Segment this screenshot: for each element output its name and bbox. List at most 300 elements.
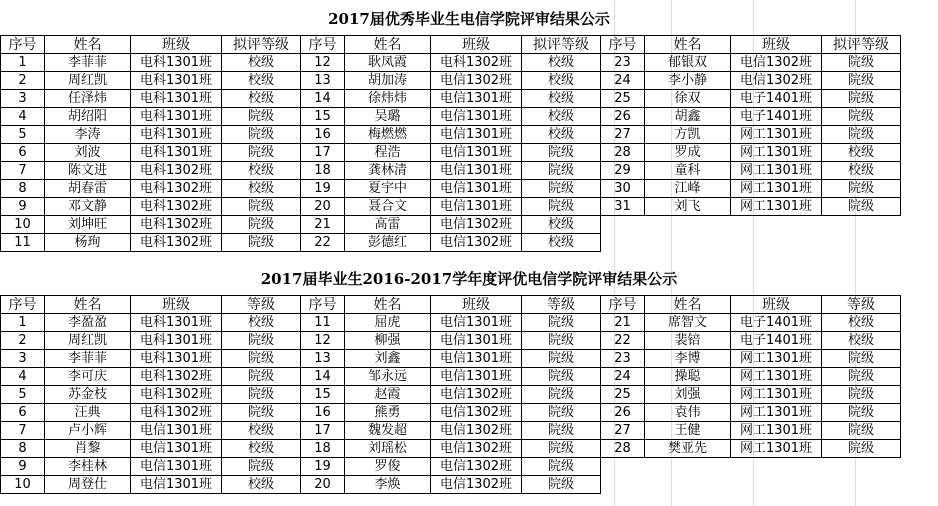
cell-name: 方凯 — [645, 126, 731, 144]
cell-index: 11 — [1, 234, 45, 252]
cell-grade: 院级 — [522, 180, 601, 198]
cell-index: 31 — [601, 198, 645, 216]
cell-name: 耿凤霞 — [345, 54, 431, 72]
cell-grade: 院级 — [222, 126, 301, 144]
cell-class: 电信1301班 — [131, 458, 222, 476]
cell-index: 4 — [1, 368, 45, 386]
cell-name: 胡鑫 — [645, 108, 731, 126]
cell-grade: 院级 — [822, 180, 901, 198]
cell-name: 邹永远 — [345, 368, 431, 386]
cell-class: 电科1301班 — [131, 108, 222, 126]
cell-grade: 校级 — [222, 422, 301, 440]
cell-index: 7 — [1, 422, 45, 440]
cell-class: 电信1302班 — [731, 54, 822, 72]
cell-class: 网工1301班 — [731, 198, 822, 216]
cell-class: 电子1401班 — [731, 314, 822, 332]
cell-index: 8 — [1, 440, 45, 458]
cell-index: 17 — [301, 144, 345, 162]
cell-index — [601, 458, 645, 476]
cell-grade: 校级 — [222, 54, 301, 72]
cell-index: 18 — [301, 440, 345, 458]
cell-name: 刘波 — [45, 144, 131, 162]
table-row — [1, 368, 901, 386]
cell-index: 25 — [601, 386, 645, 404]
cell-class: 网工1301班 — [731, 440, 822, 458]
cell-name: 邓文静 — [45, 198, 131, 216]
cell-class: 电信1301班 — [131, 440, 222, 458]
cell-index: 26 — [601, 108, 645, 126]
cell-grade: 校级 — [522, 90, 601, 108]
cell-index: 25 — [601, 90, 645, 108]
cell-grade: 院级 — [822, 90, 901, 108]
cell-class: 网工1301班 — [731, 162, 822, 180]
cell-name: 夏宇中 — [345, 180, 431, 198]
cell-grade: 院级 — [222, 144, 301, 162]
table-row — [1, 198, 901, 216]
cell-index: 20 — [301, 476, 345, 494]
cell-class: 电信1301班 — [431, 332, 522, 350]
cell-name: 胡春雷 — [45, 180, 131, 198]
cell-index: 19 — [301, 458, 345, 476]
cell-index: 26 — [601, 404, 645, 422]
cell-class: 电信1301班 — [431, 108, 522, 126]
column-header-name: 姓名 — [45, 36, 131, 54]
cell-grade: 院级 — [822, 386, 901, 404]
column-header-index: 序号 — [301, 36, 345, 54]
cell-grade: 校级 — [522, 108, 601, 126]
cell-index: 14 — [301, 368, 345, 386]
table-row — [1, 458, 901, 476]
cell-name: 刘飞 — [645, 198, 731, 216]
column-header-grade: 拟评等级 — [522, 36, 601, 54]
cell-grade: 校级 — [222, 476, 301, 494]
cell-class: 电信1302班 — [431, 404, 522, 422]
cell-class: 电信1301班 — [431, 126, 522, 144]
cell-index: 5 — [1, 386, 45, 404]
column-header-class: 班级 — [131, 296, 222, 314]
cell-grade: 校级 — [822, 314, 901, 332]
section2-title: 2017届毕业生2016-2017学年度评优电信学院评审结果公示 — [260, 270, 678, 288]
column-header-grade: 拟评等级 — [222, 36, 301, 54]
cell-class: 电信1301班 — [131, 476, 222, 494]
cell-grade: 校级 — [822, 162, 901, 180]
cell-class: 电信1302班 — [431, 440, 522, 458]
cell-name: 刘瑶松 — [345, 440, 431, 458]
column-header-class: 班级 — [131, 36, 222, 54]
cell-class: 网工1301班 — [731, 386, 822, 404]
cell-grade: 院级 — [522, 422, 601, 440]
table-row — [1, 180, 901, 198]
column-header-index: 序号 — [1, 296, 45, 314]
cell-class — [731, 234, 822, 252]
cell-index: 5 — [1, 126, 45, 144]
cell-index: 4 — [1, 108, 45, 126]
cell-index: 21 — [301, 216, 345, 234]
cell-grade: 院级 — [822, 126, 901, 144]
cell-grade: 校级 — [522, 126, 601, 144]
cell-class: 电信1301班 — [431, 350, 522, 368]
cell-index: 9 — [1, 458, 45, 476]
cell-class: 电科1302班 — [131, 198, 222, 216]
cell-index: 8 — [1, 180, 45, 198]
cell-index: 13 — [301, 350, 345, 368]
cell-index: 9 — [1, 198, 45, 216]
cell-class: 电科1301班 — [131, 332, 222, 350]
cell-grade: 院级 — [522, 440, 601, 458]
cell-class: 电信1301班 — [431, 180, 522, 198]
cell-index: 30 — [601, 180, 645, 198]
cell-class: 电信1302班 — [431, 476, 522, 494]
cell-grade: 院级 — [222, 386, 301, 404]
cell-grade: 校级 — [222, 162, 301, 180]
cell-grade: 院级 — [222, 404, 301, 422]
section1-header-row — [1, 36, 901, 54]
cell-name: 徐双 — [645, 90, 731, 108]
table-row — [1, 54, 901, 72]
column-header-index: 序号 — [1, 36, 45, 54]
cell-index: 27 — [601, 422, 645, 440]
cell-class: 电科1302班 — [131, 386, 222, 404]
cell-class: 电科1301班 — [131, 54, 222, 72]
column-header-grade: 拟评等级 — [822, 36, 901, 54]
table-row — [1, 72, 901, 90]
cell-name: 彭德红 — [345, 234, 431, 252]
cell-grade: 院级 — [522, 144, 601, 162]
cell-index: 16 — [301, 404, 345, 422]
table-row — [1, 332, 901, 350]
cell-class — [731, 476, 822, 494]
cell-grade: 校级 — [222, 72, 301, 90]
cell-index: 28 — [601, 440, 645, 458]
cell-grade: 院级 — [822, 350, 901, 368]
cell-name: 周登仕 — [45, 476, 131, 494]
cell-class: 电子1401班 — [731, 108, 822, 126]
column-header-class: 班级 — [731, 36, 822, 54]
cell-grade: 院级 — [522, 404, 601, 422]
cell-index: 3 — [1, 90, 45, 108]
cell-class: 电信1302班 — [431, 72, 522, 90]
cell-class: 电信1301班 — [431, 368, 522, 386]
column-header-class: 班级 — [431, 296, 522, 314]
cell-name — [645, 234, 731, 252]
column-header-name: 姓名 — [345, 296, 431, 314]
cell-name: 聂合文 — [345, 198, 431, 216]
cell-class: 电科1301班 — [131, 314, 222, 332]
cell-class: 电信1301班 — [431, 144, 522, 162]
cell-name: 李涛 — [45, 126, 131, 144]
cell-index: 20 — [301, 198, 345, 216]
cell-index: 19 — [301, 180, 345, 198]
cell-grade: 校级 — [222, 440, 301, 458]
cell-index: 13 — [301, 72, 345, 90]
cell-class: 网工1301班 — [731, 368, 822, 386]
cell-class: 电信1301班 — [431, 90, 522, 108]
table-row — [1, 144, 901, 162]
column-header-index: 序号 — [601, 296, 645, 314]
section2-header-row — [1, 296, 901, 314]
column-header-class: 班级 — [731, 296, 822, 314]
cell-name: 任泽炜 — [45, 90, 131, 108]
section1-table — [0, 35, 901, 252]
table-row — [1, 108, 901, 126]
cell-name — [645, 216, 731, 234]
cell-name: 袁伟 — [645, 404, 731, 422]
cell-name: 李盈盈 — [45, 314, 131, 332]
cell-name: 苏金枝 — [45, 386, 131, 404]
cell-name: 席智文 — [645, 314, 731, 332]
cell-grade: 校级 — [222, 90, 301, 108]
cell-grade: 院级 — [222, 350, 301, 368]
cell-class: 电科1301班 — [131, 90, 222, 108]
cell-grade: 院级 — [222, 198, 301, 216]
cell-index: 2 — [1, 72, 45, 90]
cell-class: 电信1302班 — [431, 422, 522, 440]
cell-index: 22 — [601, 332, 645, 350]
cell-index: 7 — [1, 162, 45, 180]
cell-name: 李可庆 — [45, 368, 131, 386]
cell-name: 吴璐 — [345, 108, 431, 126]
table-row — [1, 440, 901, 458]
cell-grade: 院级 — [522, 476, 601, 494]
cell-index — [601, 216, 645, 234]
table-row — [1, 162, 901, 180]
cell-grade: 院级 — [822, 198, 901, 216]
cell-name: 江峰 — [645, 180, 731, 198]
cell-grade — [822, 216, 901, 234]
cell-class: 电科1302班 — [131, 234, 222, 252]
column-header-name: 姓名 — [645, 296, 731, 314]
cell-name: 程浩 — [345, 144, 431, 162]
cell-name: 高雷 — [345, 216, 431, 234]
cell-name: 梅燃燃 — [345, 126, 431, 144]
column-header-name: 姓名 — [645, 36, 731, 54]
cell-class: 电信1302班 — [431, 234, 522, 252]
cell-name: 刘鑫 — [345, 350, 431, 368]
cell-class: 电子1401班 — [731, 90, 822, 108]
table-row — [1, 90, 901, 108]
cell-grade: 院级 — [822, 54, 901, 72]
cell-grade: 院级 — [522, 198, 601, 216]
cell-index: 18 — [301, 162, 345, 180]
cell-class: 电信1301班 — [431, 198, 522, 216]
cell-grade: 院级 — [522, 350, 601, 368]
cell-class: 电科1302班 — [131, 216, 222, 234]
cell-name: 柳强 — [345, 332, 431, 350]
section2-table — [0, 295, 901, 494]
cell-index: 28 — [601, 144, 645, 162]
cell-grade: 院级 — [822, 404, 901, 422]
column-header-class: 班级 — [431, 36, 522, 54]
cell-name: 周红凯 — [45, 72, 131, 90]
cell-name: 李小静 — [645, 72, 731, 90]
cell-name: 裴锫 — [645, 332, 731, 350]
cell-index: 24 — [601, 368, 645, 386]
cell-index: 3 — [1, 350, 45, 368]
cell-name — [645, 458, 731, 476]
table-row — [1, 386, 901, 404]
cell-grade: 院级 — [522, 314, 601, 332]
cell-name: 屈虎 — [345, 314, 431, 332]
cell-name: 熊勇 — [345, 404, 431, 422]
cell-index: 15 — [301, 108, 345, 126]
cell-index: 23 — [601, 350, 645, 368]
cell-name: 樊亚先 — [645, 440, 731, 458]
cell-class: 网工1301班 — [731, 144, 822, 162]
column-header-grade: 等级 — [822, 296, 901, 314]
cell-grade — [822, 234, 901, 252]
column-header-grade: 等级 — [222, 296, 301, 314]
cell-grade: 院级 — [822, 440, 901, 458]
cell-grade — [822, 458, 901, 476]
table-row — [1, 234, 901, 252]
cell-name: 童科 — [645, 162, 731, 180]
cell-grade: 院级 — [522, 368, 601, 386]
cell-class: 网工1301班 — [731, 404, 822, 422]
cell-class: 网工1301班 — [731, 422, 822, 440]
cell-grade: 院级 — [222, 332, 301, 350]
cell-class: 电科1301班 — [131, 72, 222, 90]
cell-name: 郁银双 — [645, 54, 731, 72]
cell-grade: 校级 — [522, 234, 601, 252]
cell-index: 15 — [301, 386, 345, 404]
cell-index: 14 — [301, 90, 345, 108]
cell-index: 29 — [601, 162, 645, 180]
cell-grade: 院级 — [522, 458, 601, 476]
column-header-name: 姓名 — [345, 36, 431, 54]
cell-index: 12 — [301, 54, 345, 72]
cell-index: 10 — [1, 216, 45, 234]
cell-index: 16 — [301, 126, 345, 144]
cell-grade: 院级 — [222, 458, 301, 476]
cell-name: 陈文进 — [45, 162, 131, 180]
column-header-name: 姓名 — [45, 296, 131, 314]
cell-name: 胡绍阳 — [45, 108, 131, 126]
cell-name: 徐炜炜 — [345, 90, 431, 108]
cell-name: 李博 — [645, 350, 731, 368]
cell-name — [645, 476, 731, 494]
cell-class: 电子1401班 — [731, 332, 822, 350]
column-header-index: 序号 — [301, 296, 345, 314]
cell-index: 23 — [601, 54, 645, 72]
cell-class: 电科1301班 — [131, 126, 222, 144]
cell-class: 网工1301班 — [731, 126, 822, 144]
cell-class: 电信1301班 — [431, 162, 522, 180]
cell-grade: 院级 — [222, 108, 301, 126]
cell-class: 电科1302班 — [131, 180, 222, 198]
table-row — [1, 476, 901, 494]
cell-grade: 校级 — [522, 216, 601, 234]
cell-grade: 院级 — [522, 386, 601, 404]
cell-grade: 校级 — [822, 332, 901, 350]
cell-grade: 院级 — [822, 108, 901, 126]
cell-class — [731, 458, 822, 476]
cell-name: 汪典 — [45, 404, 131, 422]
cell-class — [731, 216, 822, 234]
cell-name: 杨珣 — [45, 234, 131, 252]
cell-name: 胡加涛 — [345, 72, 431, 90]
cell-grade: 院级 — [222, 368, 301, 386]
cell-class: 网工1301班 — [731, 180, 822, 198]
cell-name: 罗成 — [645, 144, 731, 162]
cell-grade: 院级 — [822, 422, 901, 440]
cell-name: 王健 — [645, 422, 731, 440]
cell-class: 电信1302班 — [431, 216, 522, 234]
cell-grade — [822, 476, 901, 494]
table-row — [1, 314, 901, 332]
cell-grade: 院级 — [522, 332, 601, 350]
cell-index: 6 — [1, 144, 45, 162]
cell-name: 李菲菲 — [45, 54, 131, 72]
cell-class: 电科1302班 — [431, 54, 522, 72]
cell-grade: 院级 — [522, 162, 601, 180]
table-row — [1, 216, 901, 234]
cell-name: 赵霞 — [345, 386, 431, 404]
cell-name: 卢小辉 — [45, 422, 131, 440]
cell-grade: 院级 — [822, 368, 901, 386]
cell-name: 李焕 — [345, 476, 431, 494]
cell-index: 17 — [301, 422, 345, 440]
cell-index — [601, 476, 645, 494]
cell-index: 21 — [601, 314, 645, 332]
cell-grade: 校级 — [822, 144, 901, 162]
cell-grade: 校级 — [522, 72, 601, 90]
section1-title: 2017届优秀毕业生电信学院评审结果公示 — [328, 10, 610, 28]
cell-class: 电信1302班 — [731, 72, 822, 90]
cell-grade: 校级 — [222, 180, 301, 198]
cell-index: 12 — [301, 332, 345, 350]
cell-class: 电科1302班 — [131, 368, 222, 386]
table-row — [1, 422, 901, 440]
cell-index: 1 — [1, 314, 45, 332]
cell-name: 龚林清 — [345, 162, 431, 180]
cell-index: 6 — [1, 404, 45, 422]
cell-class: 电信1301班 — [431, 314, 522, 332]
cell-class: 电信1301班 — [131, 422, 222, 440]
cell-index: 10 — [1, 476, 45, 494]
cell-grade: 院级 — [222, 216, 301, 234]
table-row — [1, 404, 901, 422]
cell-index: 1 — [1, 54, 45, 72]
cell-name: 肖黎 — [45, 440, 131, 458]
cell-name: 李菲菲 — [45, 350, 131, 368]
column-header-grade: 等级 — [522, 296, 601, 314]
cell-name: 罗俊 — [345, 458, 431, 476]
cell-name: 刘坤旺 — [45, 216, 131, 234]
cell-class: 网工1301班 — [731, 350, 822, 368]
cell-name: 刘强 — [645, 386, 731, 404]
table-row — [1, 350, 901, 368]
cell-class: 电科1302班 — [131, 404, 222, 422]
cell-index: 2 — [1, 332, 45, 350]
cell-index: 24 — [601, 72, 645, 90]
cell-name: 周红凯 — [45, 332, 131, 350]
table-row — [1, 126, 901, 144]
cell-index: 27 — [601, 126, 645, 144]
cell-class: 电科1301班 — [131, 350, 222, 368]
cell-name: 操聪 — [645, 368, 731, 386]
cell-grade: 校级 — [222, 314, 301, 332]
column-header-index: 序号 — [601, 36, 645, 54]
cell-grade: 院级 — [822, 72, 901, 90]
cell-index: 11 — [301, 314, 345, 332]
cell-class: 电信1302班 — [431, 386, 522, 404]
cell-index — [601, 234, 645, 252]
cell-class: 电科1301班 — [131, 144, 222, 162]
cell-grade: 院级 — [222, 234, 301, 252]
cell-name: 魏发超 — [345, 422, 431, 440]
cell-grade: 校级 — [522, 54, 601, 72]
cell-name: 李桂林 — [45, 458, 131, 476]
